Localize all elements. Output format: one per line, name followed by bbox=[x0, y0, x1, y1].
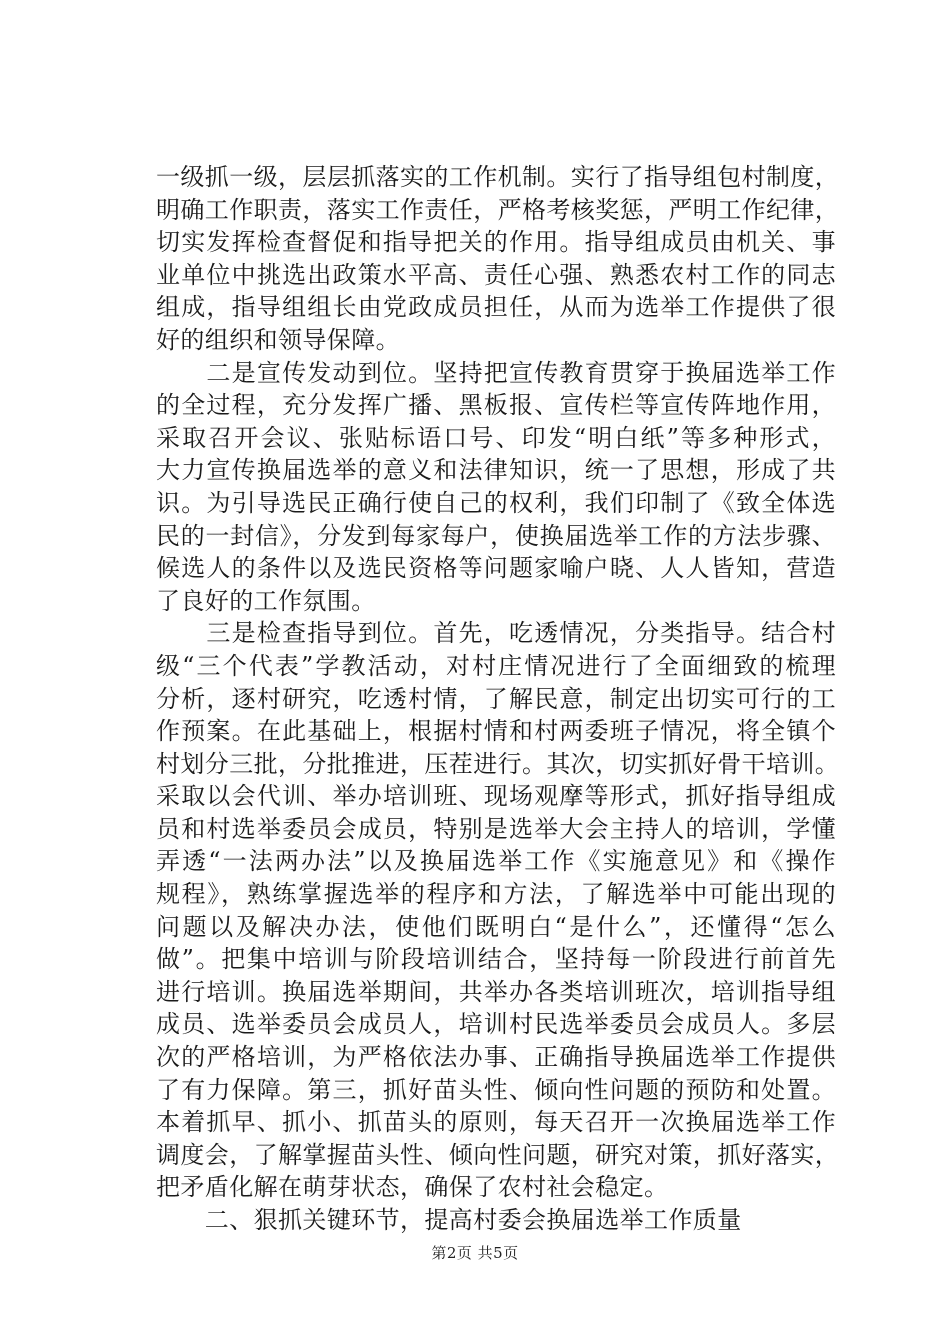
text-line: 识。为引导选民正确行使自己的权利，我们印制了《致全体选 bbox=[156, 488, 836, 517]
text-line: 采取召开会议、张贴标语口号、印发“明白纸”等多种形式， bbox=[156, 423, 836, 452]
text-line: 弄透“一法两办法”以及换届选举工作《实施意见》和《操作 bbox=[156, 847, 836, 876]
text-line: 好的组织和领导保障。 bbox=[156, 325, 400, 354]
text-line: 进行培训。换届选举期间，共举办各类培训班次，培训指导组 bbox=[156, 977, 836, 1006]
text-line: 一级抓一级，层层抓落实的工作机制。实行了指导组包村制度， bbox=[156, 163, 840, 191]
text-line: 切实发挥检查督促和指导把关的作用。指导组成员由机关、事 bbox=[156, 228, 836, 257]
text-line: 候选人的条件以及选民资格等问题家喻户晓、人人皆知，营造 bbox=[156, 554, 836, 583]
text-line: 明确工作职责，落实工作责任，严格考核奖惩，严明工作纪律， bbox=[156, 195, 840, 224]
text-line: 了良好的工作氛围。 bbox=[156, 586, 376, 615]
body-text bbox=[156, 161, 840, 1237]
text-line: 村划分三批，分批推进，压茬进行。其次，切实抓好骨干培训。 bbox=[156, 749, 840, 778]
text-line: 二、狠抓关键环节，提高村委会换届选举工作质量 bbox=[156, 1206, 742, 1234]
text-line: 二是宣传发动到位。坚持把宣传教育贯穿于换届选举工作 bbox=[156, 358, 836, 387]
text-line: 级“三个代表”学教活动，对村庄情况进行了全面细致的梳理 bbox=[156, 651, 836, 680]
text-line: 作预案。在此基础上，根据村情和村两委班子情况，将全镇个 bbox=[156, 717, 836, 746]
text-line: 的全过程，充分发挥广播、黑板报、宣传栏等宣传阵地作用， bbox=[156, 391, 836, 420]
text-line: 问题以及解决办法，使他们既明白“是什么”，还懂得“怎么 bbox=[156, 912, 836, 941]
text-line: 三是检查指导到位。首先，吃透情况，分类指导。结合村 bbox=[156, 619, 836, 648]
text-line: 把矛盾化解在萌芽状态，确保了农村社会稳定。 bbox=[156, 1173, 669, 1202]
text-line: 成员、选举委员会成员人，培训村民选举委员会成员人。多层 bbox=[156, 1010, 836, 1039]
text-line: 分析，逐村研究，吃透村情，了解民意，制定出切实可行的工 bbox=[156, 684, 836, 713]
text-line: 大力宣传换届选举的意义和法律知识，统一了思想，形成了共 bbox=[156, 456, 836, 485]
page-footer: 第2页 共5页 bbox=[431, 1244, 519, 1262]
text-line: 采取以会代训、举办培训班、现场观摩等形式，抓好指导组成 bbox=[156, 782, 836, 811]
text-line: 调度会，了解掌握苗头性、倾向性问题，研究对策，抓好落实， bbox=[156, 1140, 840, 1169]
text-line: 了有力保障。第三，抓好苗头性、倾向性问题的预防和处置。 bbox=[156, 1075, 836, 1104]
text-line: 次的严格培训，为严格依法办事、正确指导换届选举工作提供 bbox=[156, 1043, 836, 1072]
text-line: 做”。把集中培训与阶段培训结合，坚持每一阶段进行前首先 bbox=[156, 945, 836, 974]
text-line: 民的一封信》，分发到每家每户，使换届选举工作的方法步骤、 bbox=[156, 521, 836, 550]
text-line: 业单位中挑选出政策水平高、责任心强、熟悉农村工作的同志 bbox=[156, 260, 836, 289]
text-line: 组成，指导组组长由党政成员担任，从而为选举工作提供了很 bbox=[156, 293, 836, 322]
text-line: 规程》，熟练掌握选举的程序和方法，了解选举中可能出现的 bbox=[156, 880, 836, 909]
text-line: 员和村选举委员会成员，特别是选举大会主持人的培训，学懂 bbox=[156, 814, 836, 843]
text-line: 本着抓早、抓小、抓苗头的原则，每天召开一次换届选举工作 bbox=[156, 1108, 836, 1137]
